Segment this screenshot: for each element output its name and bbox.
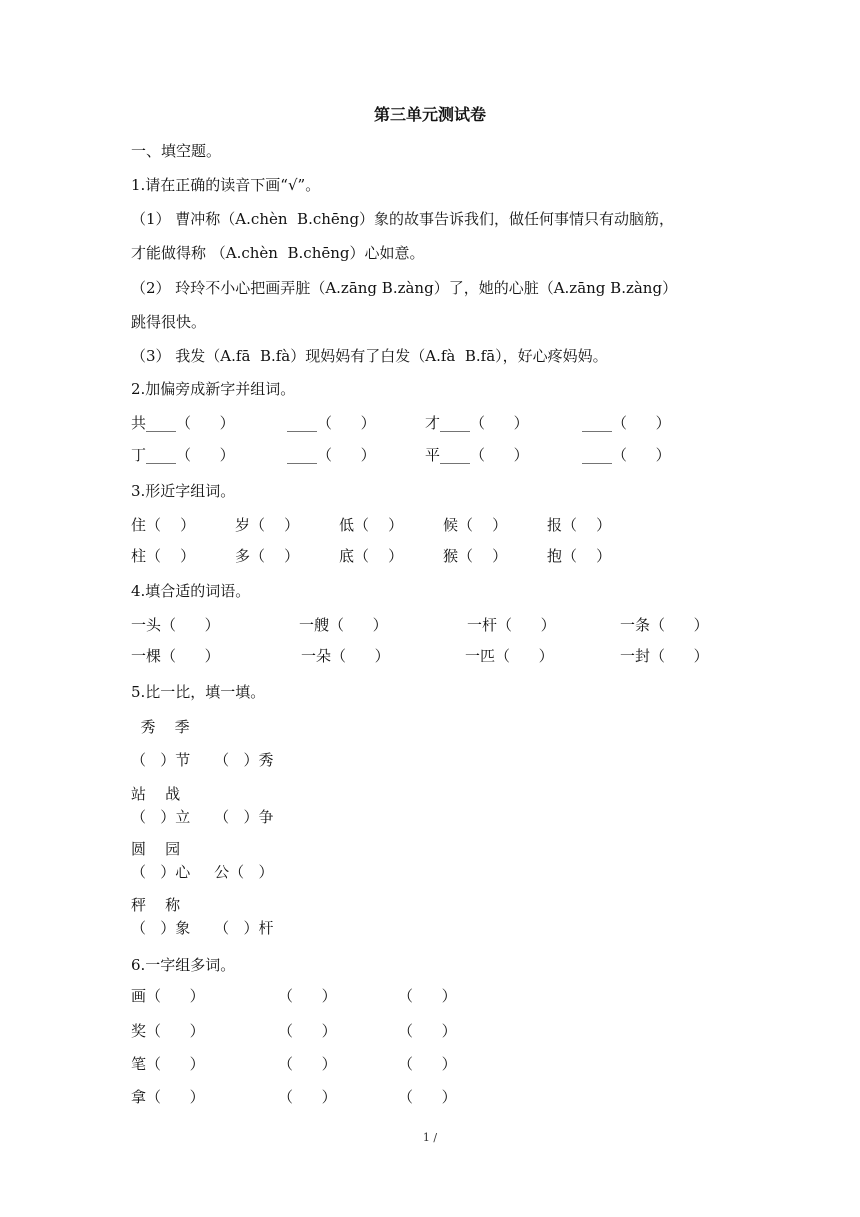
blank-cell: ____（ ） bbox=[287, 446, 376, 464]
blank-cell: 才____（ ） bbox=[425, 414, 529, 432]
blank-cell: 共____（ ） bbox=[131, 414, 235, 432]
blank-cell: 一封（ ） bbox=[620, 647, 709, 665]
question-6-heading: 6.一字组多词。 bbox=[131, 956, 236, 974]
blank-cell: 拿（ ） bbox=[131, 1088, 205, 1106]
blank-cell: 住（ ） bbox=[131, 516, 196, 534]
compare-chars: 圆 园 bbox=[131, 840, 181, 858]
blank-cell: ____（ ） bbox=[582, 414, 671, 432]
page-title: 第三单元测试卷 bbox=[373, 105, 486, 124]
blank-cell: 候（ ） bbox=[443, 516, 508, 534]
blank-cell: 多（ ） bbox=[235, 547, 300, 565]
blank-cell: 平____（ ） bbox=[425, 446, 529, 464]
blank-cell: （ ） bbox=[278, 1088, 337, 1106]
blank-cell: ____（ ） bbox=[582, 446, 671, 464]
blank-cell: （ ） bbox=[398, 1055, 457, 1073]
blank-cell: 猴（ ） bbox=[443, 547, 508, 565]
blank-cell: 柱（ ） bbox=[131, 547, 196, 565]
compare-blanks: （ ）象 （ ）杆 bbox=[131, 919, 274, 937]
blank-cell: 一棵（ ） bbox=[131, 647, 220, 665]
blank-cell: 抱（ ） bbox=[547, 547, 612, 565]
section-heading: 一、填空题。 bbox=[131, 142, 222, 160]
blank-cell: （ ） bbox=[398, 1022, 457, 1040]
blank-cell: 一杆（ ） bbox=[467, 616, 556, 634]
blank-cell: （ ） bbox=[278, 1022, 337, 1040]
blank-cell: 奖（ ） bbox=[131, 1022, 205, 1040]
question-1-line: （3） 我发（A.fā B.fà）现妈妈有了白发（A.fà B.fā），好心疼妈妈。 bbox=[131, 347, 608, 365]
question-1-line: 跳得很快。 bbox=[131, 313, 207, 331]
compare-blanks: （ ）立 （ ）争 bbox=[131, 808, 274, 826]
blank-cell: （ ） bbox=[278, 1055, 337, 1073]
blank-cell: （ ） bbox=[398, 1088, 457, 1106]
blank-cell: 报（ ） bbox=[547, 516, 612, 534]
compare-blanks: （ ）心 公（ ） bbox=[131, 863, 274, 881]
blank-cell: 一朵（ ） bbox=[301, 647, 390, 665]
blank-cell: 笔（ ） bbox=[131, 1055, 205, 1073]
blank-cell: （ ） bbox=[278, 987, 337, 1005]
blank-cell: 一条（ ） bbox=[620, 616, 709, 634]
question-3-heading: 3.形近字组词。 bbox=[131, 482, 236, 500]
question-4-heading: 4.填合适的词语。 bbox=[131, 582, 251, 600]
compare-chars: 站 战 bbox=[131, 785, 181, 803]
blank-cell: 低（ ） bbox=[339, 516, 404, 534]
blank-cell: （ ） bbox=[398, 987, 457, 1005]
question-1-line: （2） 玲玲不小心把画弄脏（A.zāng B.zàng）了，她的心脏（A.zāng B.zàng） bbox=[131, 279, 678, 297]
blank-cell: 丁____（ ） bbox=[131, 446, 235, 464]
blank-cell: 岁（ ） bbox=[235, 516, 300, 534]
page-number: 1 / bbox=[422, 1131, 438, 1144]
blank-cell: 画（ ） bbox=[131, 987, 205, 1005]
question-2-heading: 2.加偏旁成新字并组词。 bbox=[131, 380, 296, 398]
blank-cell: ____（ ） bbox=[287, 414, 376, 432]
blank-cell: 一匹（ ） bbox=[465, 647, 554, 665]
compare-chars: 秀 季 bbox=[131, 718, 190, 736]
blank-cell: 底（ ） bbox=[339, 547, 404, 565]
blank-cell: 一头（ ） bbox=[131, 616, 220, 634]
question-5-heading: 5.比一比，填一填。 bbox=[131, 683, 266, 701]
question-1-line: 才能做得称 （A.chèn B.chēng）心如意。 bbox=[131, 244, 425, 262]
blank-cell: 一艘（ ） bbox=[299, 616, 388, 634]
compare-chars: 秤 称 bbox=[131, 896, 181, 914]
question-1-heading: 1.请在正确的读音下画“√”。 bbox=[131, 176, 321, 194]
compare-blanks: （ ）节 （ ）秀 bbox=[131, 751, 274, 769]
question-1-line: （1） 曹冲称（A.chèn B.chēng）象的故事告诉我们，做任何事情只有动脑筋， bbox=[131, 210, 675, 228]
